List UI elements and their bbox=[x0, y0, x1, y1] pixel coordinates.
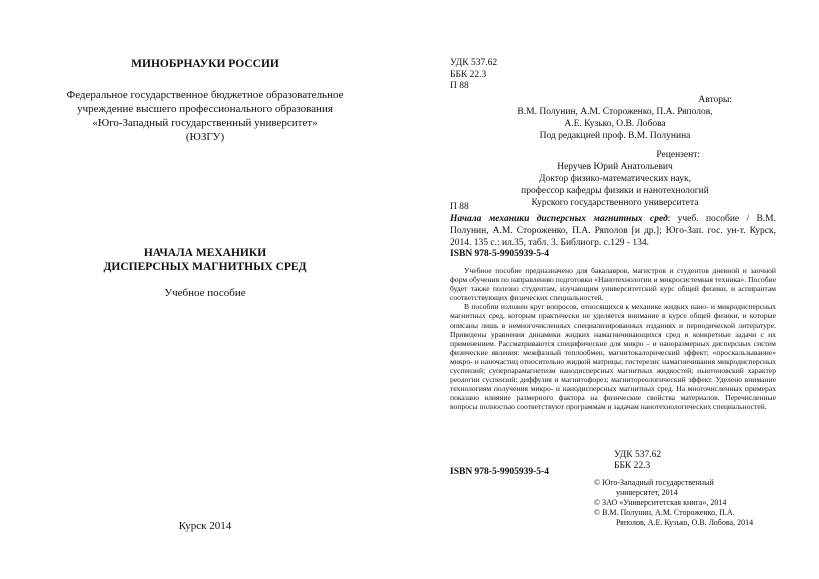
reviewer-label: Рецензент: bbox=[656, 150, 700, 160]
reviewer-line: профессор кафедры физики и нанотехнологий bbox=[521, 186, 709, 196]
book-subtitle: Учебное пособие bbox=[164, 287, 246, 299]
institution-abbrev: (ЮЗГУ) bbox=[185, 131, 225, 143]
copyright-line-cont: Ряполов, А.Е. Кузько, О.В. Лобова, 2014 bbox=[616, 518, 754, 527]
authors-block bbox=[450, 94, 780, 142]
copyright-line: © В.М. Полунин, А.М. Стороженко, П.А. bbox=[594, 508, 735, 517]
bibliographic-entry bbox=[450, 213, 776, 249]
copyright-line-cont: университет, 2014 bbox=[616, 488, 678, 497]
reviewer-line: Курского государственного университета bbox=[531, 198, 699, 208]
biblio-details: : учеб. пособие / В.М. Полунин, А.М. Стороженко, П.А. Ряполов [и др.]; Юго-Зап. гос. ун-т. Курск, 2014. 135 с.: ил.35, табл. 3. Библиогр. с.129 - 134. bbox=[450, 214, 776, 248]
authors-line: А.Е. Кузько, О.В. Лобова bbox=[564, 119, 666, 129]
biblio-title: Начала механики дисперсных магнитных сред bbox=[450, 214, 668, 224]
copyright-line: © Юго-Западный государственный bbox=[594, 478, 714, 487]
authors-line: В.М. Полунин, А.М. Стороженко, П.А. Ряполов, bbox=[517, 107, 713, 117]
institution-name bbox=[40, 88, 370, 144]
editor-line: Под редакцией проф. В.М. Полунина bbox=[539, 131, 691, 141]
city-year: Курск 2014 bbox=[178, 520, 232, 532]
classification-codes bbox=[450, 58, 497, 93]
ministry-heading: МИНОБРНАУКИ РОССИИ bbox=[131, 58, 279, 70]
bottom-udk-code: УДК 537.62 bbox=[614, 450, 662, 460]
book-title-line: ДИСПЕРСНЫХ МАГНИТНЫХ СРЕД bbox=[103, 261, 307, 273]
catalog-code: П 88 bbox=[450, 202, 469, 212]
copyright-block bbox=[594, 478, 784, 528]
annotation-paragraph: Учебное пособие предназначено для бакалавров, магистров и студентов дневной и заочной форм обучения по направлению подготовки «Нанотехнологии и микросистемная техника». Пособие будет также полезно студентам, изучающим университетский курс общей физики, и аспирантам соответствующих физических специальностей. bbox=[450, 266, 776, 303]
author-code: П 88 bbox=[450, 81, 469, 91]
annotation-paragraph: В пособии изложен круг вопросов, относящихся к механике жидких нано- и микродисперсных магнитных сред, которым практически не уделяется внимание в курсе общей физики, и которые описаны лишь в немногочисленных специализированных изданиях и периодической литературе. Приведены уравнения динамики жидких намагничивающихся сред и конкретные задачи с их применением. Рассматриваются специфические для микро – и наноразмерных дисперсных систем физические явления: межфазный теплообмен, магнитокалорический эффект; «проскальзывание» микро- и наночастиц относительно жидкой матрицы; гистерезис намагничивания микродисперсных суспензий; суперпарамагнетизм нанодисперсных магнитных жидкостей; ньютоновский характер реологии суспензий; диффузия и магнитофорез; магнитореологический эффект. Уделено внимание технологиям получения микро- и нанодисперсных магнитных сред. На многочисленных примерах показано влияние размерного фактора на физические свойства материалов. Перечисленные вопросы полностью соответствуют программам и задачам нанотехнологических специальностей. bbox=[450, 302, 776, 412]
copyright-line: © ЗАО «Университетская книга», 2014 bbox=[594, 498, 727, 507]
institution-line: «Юго-Западный государственный университет» bbox=[92, 117, 318, 129]
udk-code: УДК 537.62 bbox=[450, 58, 498, 68]
annotation bbox=[450, 266, 776, 412]
reviewer-line: Доктор физико-математических наук, bbox=[538, 174, 691, 184]
isbn: ISBN 978-5-9905939-5-4 bbox=[450, 249, 549, 259]
isbn-bottom: ISBN 978-5-9905939-5-4 bbox=[450, 467, 549, 477]
institution-line: учреждение высшего профессионального образования bbox=[77, 103, 333, 115]
institution-line: Федеральное государственное бюджетное образовательное bbox=[66, 89, 344, 101]
bottom-classification bbox=[614, 450, 661, 472]
bottom-bbk-code: ББК 22.3 bbox=[614, 461, 651, 471]
reviewer-name: Неручев Юрий Анатольевич bbox=[557, 162, 673, 172]
reviewer-block bbox=[450, 149, 780, 209]
book-title bbox=[0, 246, 410, 274]
book-title-line: НАЧАЛА МЕХАНИКИ bbox=[143, 247, 267, 259]
bbk-code: ББК 22.3 bbox=[450, 69, 487, 80]
authors-label: Авторы: bbox=[698, 95, 732, 105]
